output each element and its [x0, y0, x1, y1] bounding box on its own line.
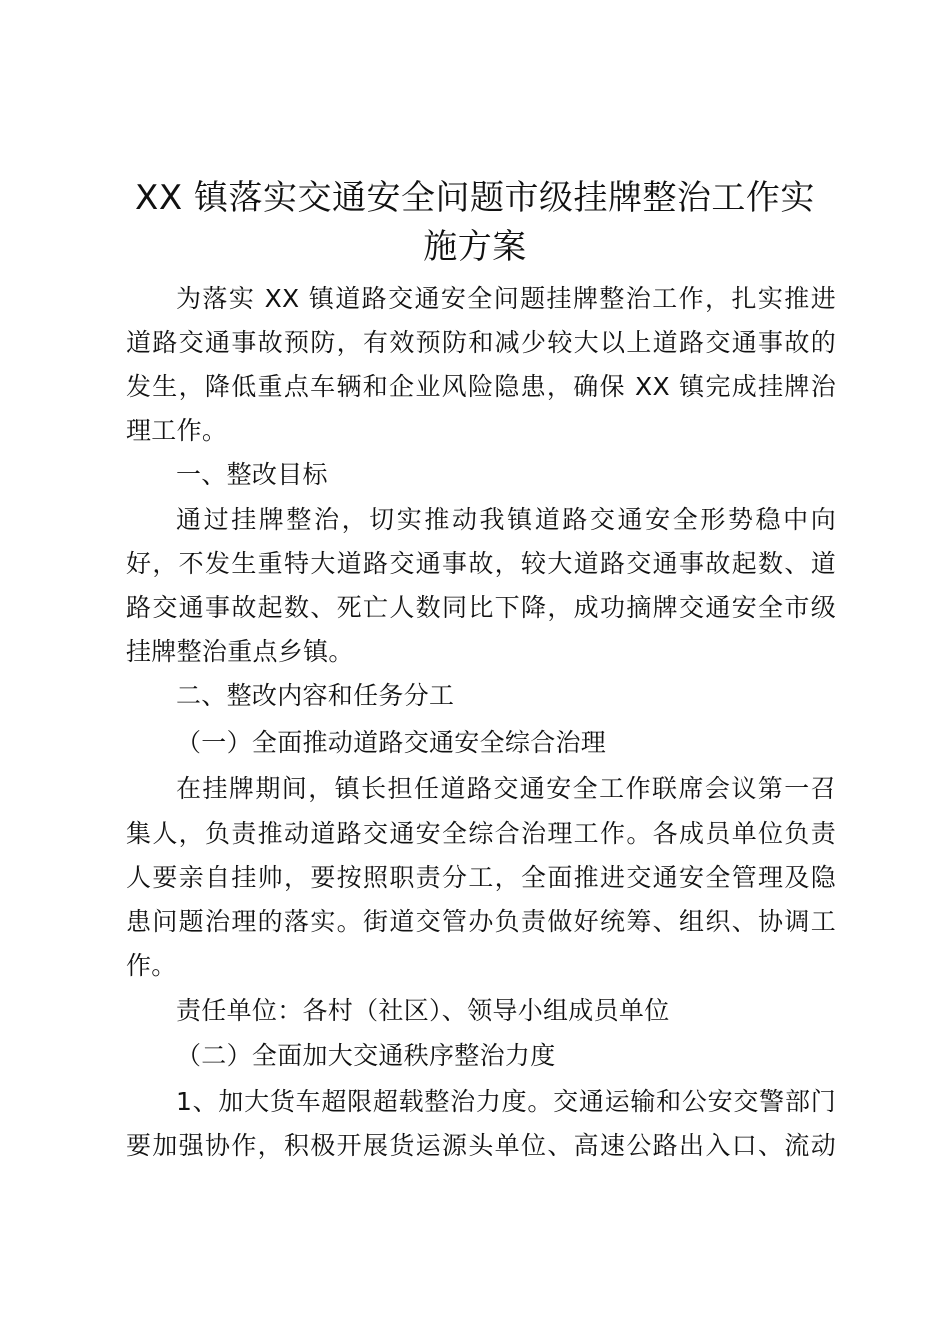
subsection-heading-1: （一）全面推动道路交通安全综合治理: [176, 728, 607, 757]
subsection1-line-4: 患问题治理的落实。街道交管办负责做好统筹、组织、协调工: [126, 907, 836, 936]
intro-line-3: 发生，降低重点车辆和企业风险隐患，确保 XX 镇完成挂牌治: [126, 372, 836, 401]
subsection-heading-2: （二）全面加大交通秩序整治力度: [176, 1041, 556, 1070]
subsection1-line-5: 作。: [126, 951, 177, 980]
subsection1-line-2: 集人，负责推动道路交通安全综合治理工作。各成员单位负责: [126, 819, 836, 848]
goals-line-4: 挂牌整治重点乡镇。: [126, 637, 354, 666]
intro-line-2: 道路交通事故预防，有效预防和减少较大以上道路交通事故的: [126, 328, 836, 357]
item1-line-2: 要加强协作，积极开展货运源头单位、高速公路出入口、流动: [126, 1131, 836, 1160]
item1-line-1: 1、加大货车超限超载整治力度。交通运输和公安交警部门: [176, 1087, 836, 1116]
responsible-units: 责任单位：各村（社区）、领导小组成员单位: [176, 996, 670, 1025]
goals-line-2: 好，不发生重特大道路交通事故，较大道路交通事故起数、道: [126, 549, 836, 578]
subsection1-line-1: 在挂牌期间，镇长担任道路交通安全工作联席会议第一召: [176, 774, 836, 803]
section-heading-goals: 一、整改目标: [176, 460, 328, 489]
goals-line-1: 通过挂牌整治，切实推动我镇道路交通安全形势稳中向: [176, 505, 836, 534]
intro-line-4: 理工作。: [126, 416, 228, 445]
subsection1-line-3: 人要亲自挂帅，要按照职责分工，全面推进交通安全管理及隐: [126, 863, 836, 892]
document-title-line-2: 施方案: [423, 227, 527, 267]
goals-line-3: 路交通事故起数、死亡人数同比下降，成功摘牌交通安全市级: [126, 593, 836, 622]
section-heading-content: 二、整改内容和任务分工: [176, 681, 455, 710]
intro-line-1: 为落实 XX 镇道路交通安全问题挂牌整治工作，扎实推进: [176, 284, 836, 313]
document-title-line-1: XX 镇落实交通安全问题市级挂牌整治工作实: [135, 178, 815, 218]
